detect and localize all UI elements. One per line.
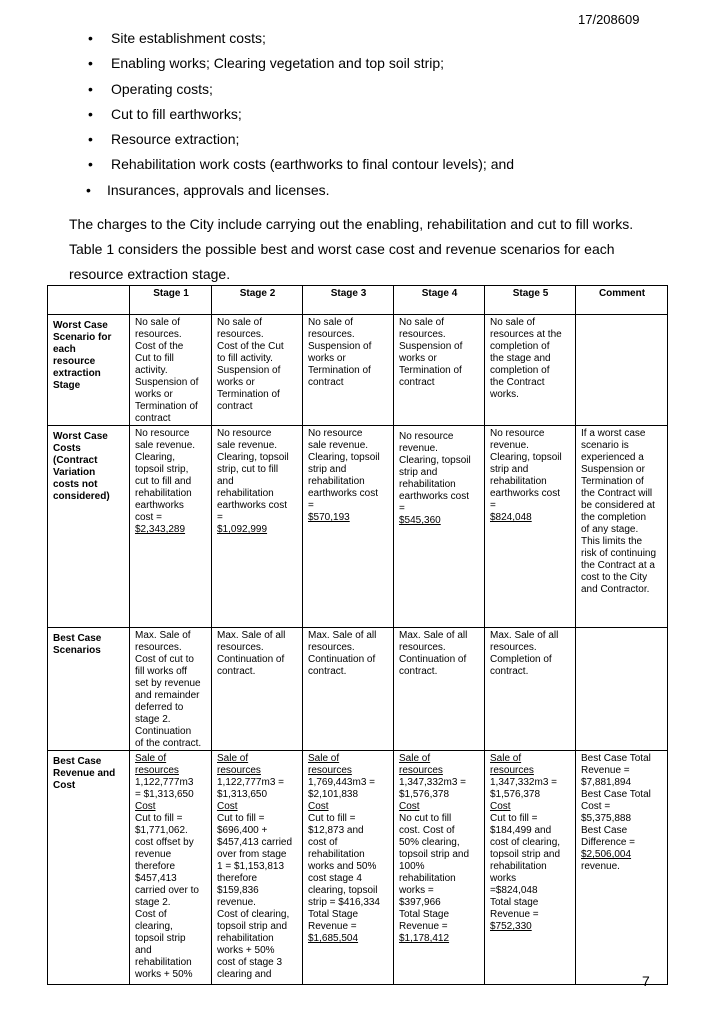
row-label: Best Case Revenue and Cost xyxy=(48,751,130,985)
cost-bullet-list xyxy=(88,28,514,205)
scenario-table xyxy=(47,285,668,985)
header-cell: Stage 4 xyxy=(394,286,485,315)
intro-paragraph xyxy=(69,212,644,287)
table-cell: Max. Sale of all resources. Continuation of contract. xyxy=(303,628,394,751)
table-cell: No resource revenue. Clearing, topsoil strip and rehabilitation earthworks cost = $824,048 xyxy=(485,426,576,628)
table-cell: Sale of resources 1,122,777m3 = $1,313,650 Cost Cut to fill = $1,771,062. cost offset by revenue therefore $457,413 carried over to stage 2. Cost of clearing, topsoil strip and rehabilitation works + 50% xyxy=(130,751,212,985)
page-number: 7 xyxy=(642,973,650,989)
document-number: 17/208609 xyxy=(578,12,640,27)
paragraph-line: Table 1 considers the possible best and worst case cost and revenue scenarios for each xyxy=(69,241,615,257)
table-cell xyxy=(576,628,668,751)
table-cell: No sale of resources. Cost of the Cut to fill activity. Suspension of works or Termination of contract xyxy=(130,315,212,426)
table-row xyxy=(48,628,668,751)
table-cell: Sale of resources 1,769,443m3 = $2,101,838 Cost Cut to fill = $12,873 and cost of rehabilitation works and 50% cost stage 4 clearing, topsoil strip = $416,334 Total Stage Revenue = $1,685,504 xyxy=(303,751,394,985)
bullet-item: • Rehabilitation work costs (earthworks to final contour levels); and xyxy=(88,154,514,179)
table-cell: No sale of resources at the completion of the stage and completion of the Contract works. xyxy=(485,315,576,426)
bullet-item: • Site establishment costs; xyxy=(88,28,514,53)
row-label: Best Case Scenarios xyxy=(48,628,130,751)
table-cell: Max. Sale of resources. Cost of cut to fill works off set by revenue and remainder deferred to stage 2. Continuation of the contract. xyxy=(130,628,212,751)
bullet-item: • Enabling works; Clearing vegetation and top soil strip; xyxy=(88,53,514,78)
table-cell: No sale of resources. Suspension of works or Termination of contract xyxy=(303,315,394,426)
header-cell: Comment xyxy=(576,286,668,315)
table-row xyxy=(48,751,668,985)
paragraph-line: resource extraction stage. xyxy=(69,266,231,282)
table-cell: No resource revenue. Clearing, topsoil strip and rehabilitation earthworks cost = $545,360 xyxy=(394,426,485,628)
table-header-row xyxy=(48,286,668,315)
table-cell: No sale of resources. Suspension of works or Termination of contract xyxy=(394,315,485,426)
row-label: Worst Case Costs (Contract Variation costs not considered) xyxy=(48,426,130,628)
table-cell: Max. Sale of all resources. Completion of contract. xyxy=(485,628,576,751)
table-cell: Best Case Total Revenue = $7,881,894 Best Case Total Cost = $5,375,888 Best Case Difference = $2,506,004 revenue. xyxy=(576,751,668,985)
row-label: Worst Case Scenario for each resource extraction Stage xyxy=(48,315,130,426)
table-cell: Sale of resources 1,122,777m3 = $1,313,650 Cost Cut to fill = $696,400 + $457,413 carried over from stage 1 = $1,153,813 therefore $159,836 revenue. Cost of clearing, topsoil strip and rehabilitation works + 50% cost of stage 3 clearing and xyxy=(212,751,303,985)
table-row xyxy=(48,315,668,426)
header-cell: Stage 2 xyxy=(212,286,303,315)
table-cell: No resource sale revenue. Clearing, topsoil strip, cut to fill and rehabilitation earthworks cost = $2,343,289 xyxy=(130,426,212,628)
table-row xyxy=(48,426,668,628)
table-cell: No sale of resources. Cost of the Cut to fill activity. Suspension of works or Termination of contract xyxy=(212,315,303,426)
header-cell: Stage 5 xyxy=(485,286,576,315)
bullet-item: • Operating costs; xyxy=(88,79,514,104)
table-cell xyxy=(576,315,668,426)
header-cell xyxy=(48,286,130,315)
table-cell: No resource sale revenue. Clearing, topsoil strip and rehabilitation earthworks cost = $570,193 xyxy=(303,426,394,628)
bullet-item: • Resource extraction; xyxy=(88,129,514,154)
header-cell: Stage 1 xyxy=(130,286,212,315)
table-cell: Sale of resources 1,347,332m3 = $1,576,378 Cost Cut to fill = $184,499 and cost of clearing, topsoil strip and rehabilitation works =$824,048 Total stage Revenue = $752,330 xyxy=(485,751,576,985)
bullet-item: • Cut to fill earthworks; xyxy=(88,104,514,129)
paragraph-line: The charges to the City include carrying out the enabling, rehabilitation and cut to fill works. xyxy=(69,216,634,232)
table-cell: Max. Sale of all resources. Continuation of contract. xyxy=(394,628,485,751)
bullet-item: • Insurances, approvals and licenses. xyxy=(86,180,512,205)
table-cell: Max. Sale of all resources. Continuation of contract. xyxy=(212,628,303,751)
table-cell: If a worst case scenario is experienced a Suspension or Termination of the Contract will be considered at the completion of any stage. This limits the risk of continuing the Contract at a cost to the City and Contractor. xyxy=(576,426,668,628)
table-cell: Sale of resources 1,347,332m3 = $1,576,378 Cost No cut to fill cost. Cost of 50% clearing, topsoil strip and 100% rehabilitation works = $397,966 Total Stage Revenue = $1,178,412 xyxy=(394,751,485,985)
table-cell: No resource sale revenue. Clearing, topsoil strip, cut to fill and rehabilitation earthworks cost = $1,092,999 xyxy=(212,426,303,628)
header-cell: Stage 3 xyxy=(303,286,394,315)
